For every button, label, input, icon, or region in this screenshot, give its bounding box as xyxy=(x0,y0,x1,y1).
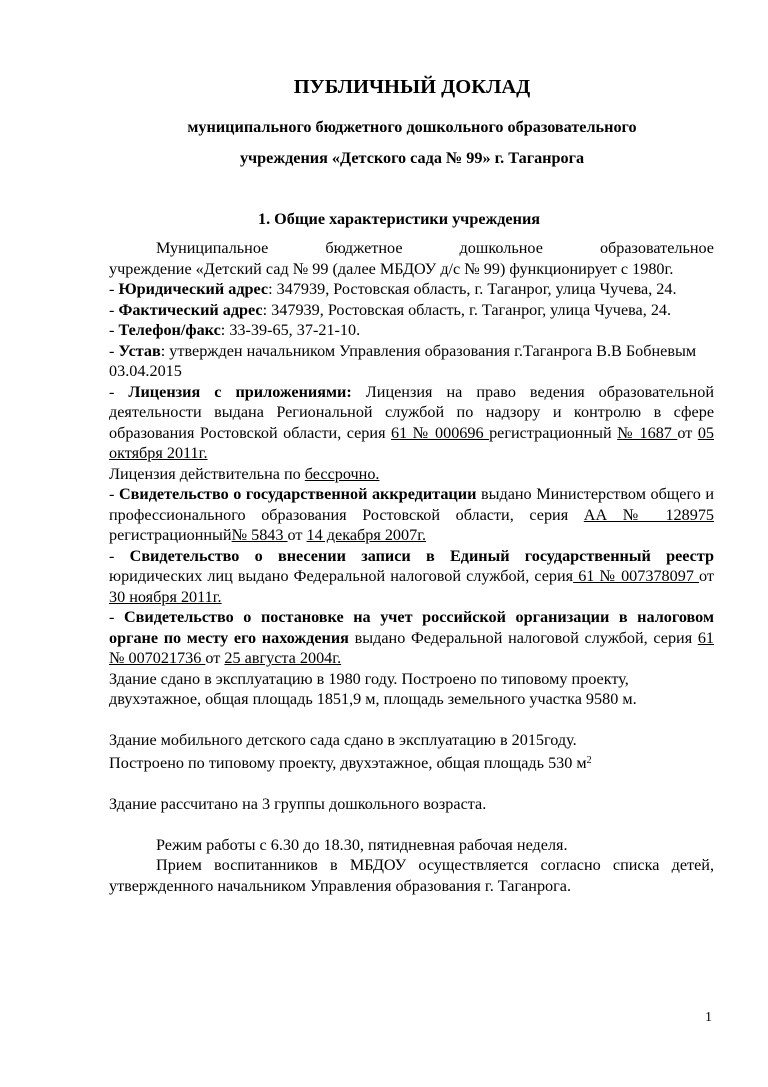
license-valid-label: Лицензия действительна по xyxy=(109,464,301,483)
accreditation-series: АА № 128975 xyxy=(583,505,715,524)
charter-value: : утвержден начальником Управления образования г.Таганрога В.В Бобневым 03.04.2015 xyxy=(109,341,697,380)
actual-address: - Фактический адрес: 347939, Ростовская область, г. Таганрог, улица Чучева, 24. xyxy=(109,300,672,319)
accreditation-reg-label: регистрационный xyxy=(109,526,232,544)
license: - Лицензия с приложениями: Лицензия на право ведения образовательной деятельности выдана Региональной службой по надзору и контролю в сфере образования Ростовской области, серия 61 № 000696 регистрационный № 1687 от 05 октября 2011г. xyxy=(109,382,715,462)
license-reg-label: регистрационный xyxy=(489,423,612,442)
tax-registration: - Свидетельство о постановке на учет российской организации в налоговом органе по месту его нахождения выдано Федеральной налоговой службой, серия 61 № 007021736 от 25 августа 2004г. xyxy=(109,608,715,667)
intro-rest: учреждение «Детский сад № 99 (далее МБДОУ д/с № 99) функционирует с 1980г. xyxy=(109,259,674,278)
accreditation-text: выдано Министерством общего и профессионального образования Ростовской области, серия xyxy=(109,485,714,524)
registry-label: Свидетельство о внесении записи в Единый государственный реестр xyxy=(129,546,714,565)
license-reg-number: № 1687 xyxy=(617,423,678,442)
license-valid-value: бессрочно. xyxy=(304,464,380,483)
mobile-building-line-1: Здание мобильного детского сада сдано в эксплуатацию в 2015году. xyxy=(109,731,577,749)
spacer xyxy=(109,773,714,794)
tax-from: от xyxy=(205,649,221,667)
charter-label: Устав xyxy=(118,341,161,360)
admission-info: Прием воспитанников в МБДОУ осуществляется согласно списка детей, утвержденного начальником Управления образования г. Таганрога. xyxy=(109,856,714,895)
phone-value: : 33-39-65, 37-21-10. xyxy=(220,321,361,339)
document-title: ПУБЛИЧНЫЙ ДОКЛАД xyxy=(293,76,531,98)
intro-line-1: Муниципальное бюджетное дошкольное образовательное xyxy=(156,239,714,257)
charter: - Устав: утвержден начальником Управления образования г.Таганрога В.В Бобневым 03.04.2015 xyxy=(109,341,697,380)
license-validity xyxy=(109,464,714,485)
mobile-building-text: Построено по типовому проекту, двухэтажное, общая площадь 530 м xyxy=(109,753,587,772)
legal-address-label: Юридический адрес xyxy=(118,280,269,298)
tax-series: 61 № 007021736 xyxy=(109,628,715,667)
license-from: от xyxy=(677,423,693,442)
page-number: 1 xyxy=(705,1010,712,1025)
registry-series: 61 № 007378097 xyxy=(573,567,700,585)
spacer xyxy=(109,710,714,731)
tax-text: выдано Федеральной налоговой службой, серия xyxy=(354,628,693,647)
groups-info: Здание рассчитано на 3 группы дошкольного возраста. xyxy=(109,794,487,813)
accreditation-from: от xyxy=(287,526,303,544)
legal-address-value: : 347939, Ростовская область, г. Таганрог, улица Чучева, 24. xyxy=(268,280,677,298)
phone-label: Телефон/факс xyxy=(118,321,221,339)
subtitle-line-2: учреждения «Детского сада № 99» г. Таганрога xyxy=(239,149,585,167)
subtitle-line-1: муниципального бюджетного дошкольного образовательного xyxy=(187,118,637,136)
accreditation-reg-number: № 5843 xyxy=(231,526,288,544)
tax-label: Свидетельство о постановке на учет российской организации в налоговом органе по месту его нахождения xyxy=(109,608,714,647)
actual-address-value: : 347939, Ростовская область, г. Таганрог, улица Чучева, 24. xyxy=(262,300,672,319)
license-series: 61 № 000696 xyxy=(391,423,490,442)
accreditation: - Свидетельство о государственной аккредитации выдано Министерством общего и профессионального образования Ростовской области, серия АА № 128975 регистрационный№ 5843 от 14 декабря 2007г. xyxy=(109,485,715,544)
area-superscript: 2 xyxy=(586,754,592,766)
license-date: 05 октября 2011г. xyxy=(109,423,715,462)
schedule-info: Режим работы с 6.30 до 18.30, пятидневная рабочая неделя. xyxy=(156,835,568,854)
registry-text: юридических лиц выдано Федеральной налоговой службой, серия xyxy=(109,567,574,585)
registry-date: 30 ноября 2011г. xyxy=(109,587,222,606)
license-text: Лицензия на право ведения образовательной деятельности выдана Региональной службой по надзору и контролю в сфере образования Ростовской области, серия xyxy=(109,382,715,442)
spacer xyxy=(109,814,714,835)
registry: - Свидетельство о внесении записи в Единый государственный реестр юридических лиц выдано Федеральной налоговой службой, серия 61 № 007378097 от 30 ноября 2011г. xyxy=(109,546,714,606)
phone: - Телефон/факс: 33-39-65, 37-21-10. xyxy=(109,321,361,339)
building-info: Здание сдано в эксплуатацию в 1980 году. Построено по типовому проекту, двухэтажное, общая площадь 1851,9 м, площадь земельного участка 9580 м. xyxy=(109,669,637,708)
mobile-building-line-2 xyxy=(109,751,714,774)
accreditation-label: Свидетельство о государственной аккредитации xyxy=(118,485,477,503)
section-heading: 1. Общие характеристики учреждения xyxy=(257,210,541,228)
actual-address-label: Фактический адрес xyxy=(118,300,263,319)
accreditation-date: 14 декабря 2007г. xyxy=(306,526,427,544)
legal-address: - Юридический адрес: 347939, Ростовская область, г. Таганрог, улица Чучева, 24. xyxy=(109,280,677,298)
document-body xyxy=(109,238,714,896)
license-label: Лицензия с приложениями: xyxy=(128,382,352,401)
tax-date: 25 августа 2004г. xyxy=(224,649,342,667)
registry-from: от xyxy=(699,567,714,585)
